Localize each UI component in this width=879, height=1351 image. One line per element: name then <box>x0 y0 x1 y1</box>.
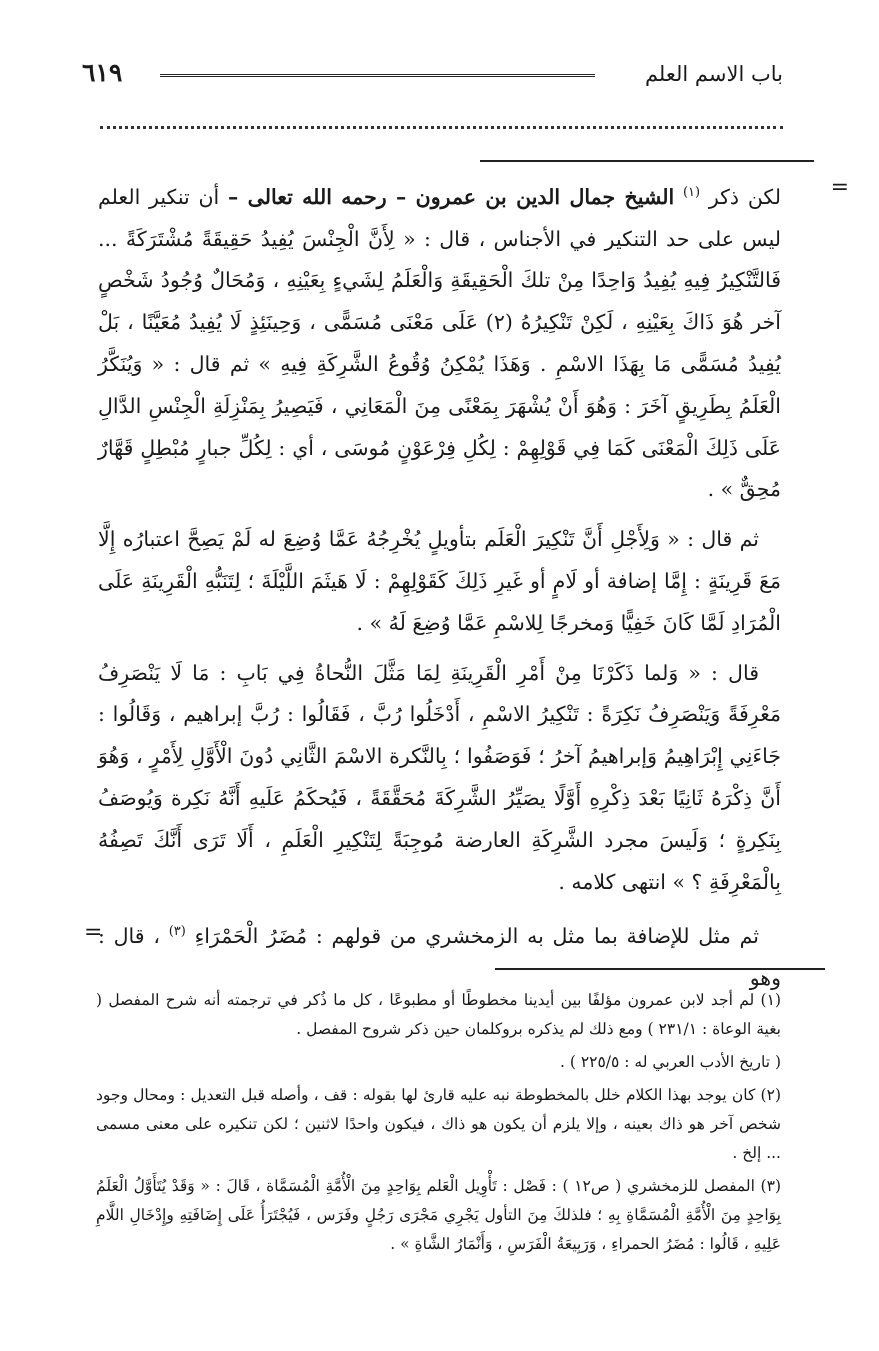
paragraph-1 <box>98 172 781 511</box>
chapter-title: باب الاسم العلم <box>644 62 783 86</box>
running-header <box>82 56 783 96</box>
footnote-1-continued: ( تاريخ الأدب العربي له : ٢٢٥/٥ ) . <box>560 1053 781 1071</box>
dotted-separator <box>100 126 783 129</box>
continuation-mark-bottom: = <box>84 920 103 945</box>
top-rule <box>480 160 814 162</box>
footnote-ref-1: (١) <box>682 185 701 200</box>
paragraph-3: قال : « وَلما ذَكَرْنَا مِنْ أَمْرِ الْقَرِينَةِ لِمَا مَثَّلَ النُّحاةُ فِي بَابِ : مَا لَا يَنْصَرِفُ مَعْرِفَةً وَيَنْصَرِفُ نَكِرَةً : تَنْكِيرُ الاسْمِ ، أَدْخَلُوا رُبَّ ، فَقَالُوا : رُبَّ إبراهيم ، وَقَالُوا : جَاءَنِي إِبْرَاهِيمُ وَإبراهيمُ آخرُ ؛ فَوَصَفُوا ؛ بِالنَّكرة الاسْمَ الثَّانِي دُونَ الْأَوَّلِ لِأَمْرٍ ، وَهُوَ أَنَّ ذِكْرَهُ ثَانِيًا بَعْدَ ذِكْرِهِ أَوَّلًا يصَيِّرُ الشَّرِكَةَ مُحَقَّقَةً ، فَيُحكَمُ عَلَيهِ أَنَّهُ نَكِرة وَيُوصَفُ بِنَكِرةٍ ؛ وَلَيسَ مجرد الشَّرِكَةِ العارضة مُوجِبَةً لِتَنْكِيرِ الْعَلَمِ ، أَلَا تَرَى أَنَّكَ تَصِفُهُ بِالْمَعْرِفَةِ ؟ » انتهى كلامه . <box>98 660 781 894</box>
p1-text: أن تنكير العلم ليس على حد التنكير في الأجناس ، قال : « لِأَنَّ الْجِنْسَ يُفِيدُ حَقِيقَةً مُشْتَرَكَةً ... فَالتَّنْكِيرُ فِيهِ يُفِيدُ وَاحِدًا مِنْ تلكَ الْحَقِيقَةِ وَالْعَلَمُ لِشَيءٍ بِعَيْنِهِ ، وَمُحَالٌ وُجُودُ شَخْصٍ آخر هُوَ ذَاكَ بِعَيْنِهِ ، لَكِنْ تَنْكِيرُهُ (٢) عَلَى مَعْنَى مُسَمًّى ، وَحِينَئِذٍ لَا يُفِيدُ مُعَيَّنًا ، بَلْ يُفِيدُ مُسَمًّى مَا بِهَذَا الاسْمِ . وَهَذَا يُمْكِنُ وُقُوعُ الشَّرِكَةِ فِيهِ » ثم قال : « وَيُنَكَّرُ الْعَلَمُ بِطَرِيقٍ آخَرَ : وَهُوَ أَنْ يُشْهَرَ بِمَعْنًى مِنَ الْمَعَانِي ، فَيَصِيرُ بِمَنْزِلَةِ الْجِنْسِ الدَّالِ عَلَى ذَلِكَ الْمَعْنَى كَمَا فِي قَوْلِهِمْ : لِكُلِ فِرْعَوْنٍ مُوسَى ، أي : لِكُلِّ جبارٍ مُبْطِلٍ قَهَّارٌ مُحِقٌّ » . <box>98 184 781 502</box>
footnote-ref-3: (٣) <box>168 924 186 940</box>
continuation-mark-top: = <box>830 175 849 200</box>
footnote-2: (٢) كان يوجد بهذا الكلام خلل بالمخطوطة نبه عليه قارئ لها بقوله : قف ، وأصله قبل التعديل : ومحال وجود شخص آخر هو ذاك بعينه ، وإلا يلزم أن يكون هو ذاك ، فيكون واحدًا لاثنين ؛ لكن تنكيره على معنى مسمى ... إلخ . <box>96 1086 781 1162</box>
main-text <box>98 172 781 1008</box>
p1-lead: لكن ذكر <box>708 184 781 209</box>
p4-tail: ، قال : وهو <box>98 924 781 990</box>
footnote-rule <box>495 968 825 970</box>
footnote-1: (١) لم أجد لابن عمرون مؤلفًا بين أيدينا مخطوطًا أو مطبوعًا ، كل ما ذُكر في ترجمته أنه شرح المفصل ( بغية الوعاة : ٢٣١/١ ) ومع ذلك لم يذكره بروكلمان حين ذكر شروح المفصل . <box>96 991 781 1038</box>
p4-text: ثم مثل للإضافة بما مثل به الزمخشري من قولهم : مُضَرُ الْحَمْرَاءِ <box>194 924 759 949</box>
footnote-3: (٣) المفصل للزمخشري ( ص١٢ ) : فَصْل : تَأْوِيل الْعَلم بِوَاحِدٍ مِنَ الْأُمَّةِ الْمُسَمَّاة ، قَالَ : « وَقَدْ يُتَأَوَّلُ الْعَلَمُ بِوَاحِدٍ مِنَ الْأُمَّةِ الْمُسَمَّاةِ بِهِ ؛ فلذلكَ مِنَ التأول يَجْرِي مَجْرَى رَجُلٍ وفَرَس ، فَيُجْتَرَأُ عَلَى إِضَافَتِهِ وإِدْخَالِ اللَّامِ عَلِيهِ ، قَالُوا : مُضَرُ الحمراءِ ، وَرَبِيعَةُ الْفَرَسِ ، وَأَنْمَارُ الشَّاةِ » . <box>96 1177 781 1253</box>
paragraph-2: ثم قال : « وَلِأَجْلِ أَنَّ تَنْكِيرَ الْعَلَم بتأويلٍ يُخْرِجُهُ عَمَّا وُضِعَ له لَمْ يَصِحَّ اعتبارُه إِلَّا مَعَ قَرِينَةٍ : إِمَّا إضافة أو لَامٍ أو غَيرِ ذَلِكَ كَقَوْلِهِمْ : لَا هَيثَمَ اللَّيْلَةَ ؛ لِتَنَبُّهِ الْقَرِينَةِ عَلَى الْمُرَادِ لَمَّا كَانَ خَفِيًّا وَمخرجًا لِلاسْمِ عَمَّا وُضِعَ لَهُ » . <box>98 527 781 635</box>
footnotes <box>96 986 781 1263</box>
page-number: ٦١٩ <box>82 58 123 87</box>
header-rule <box>160 74 595 77</box>
p1-bold-name: الشيخ جمال الدين بن عمرون – رحمه الله تعالى – <box>228 184 675 209</box>
